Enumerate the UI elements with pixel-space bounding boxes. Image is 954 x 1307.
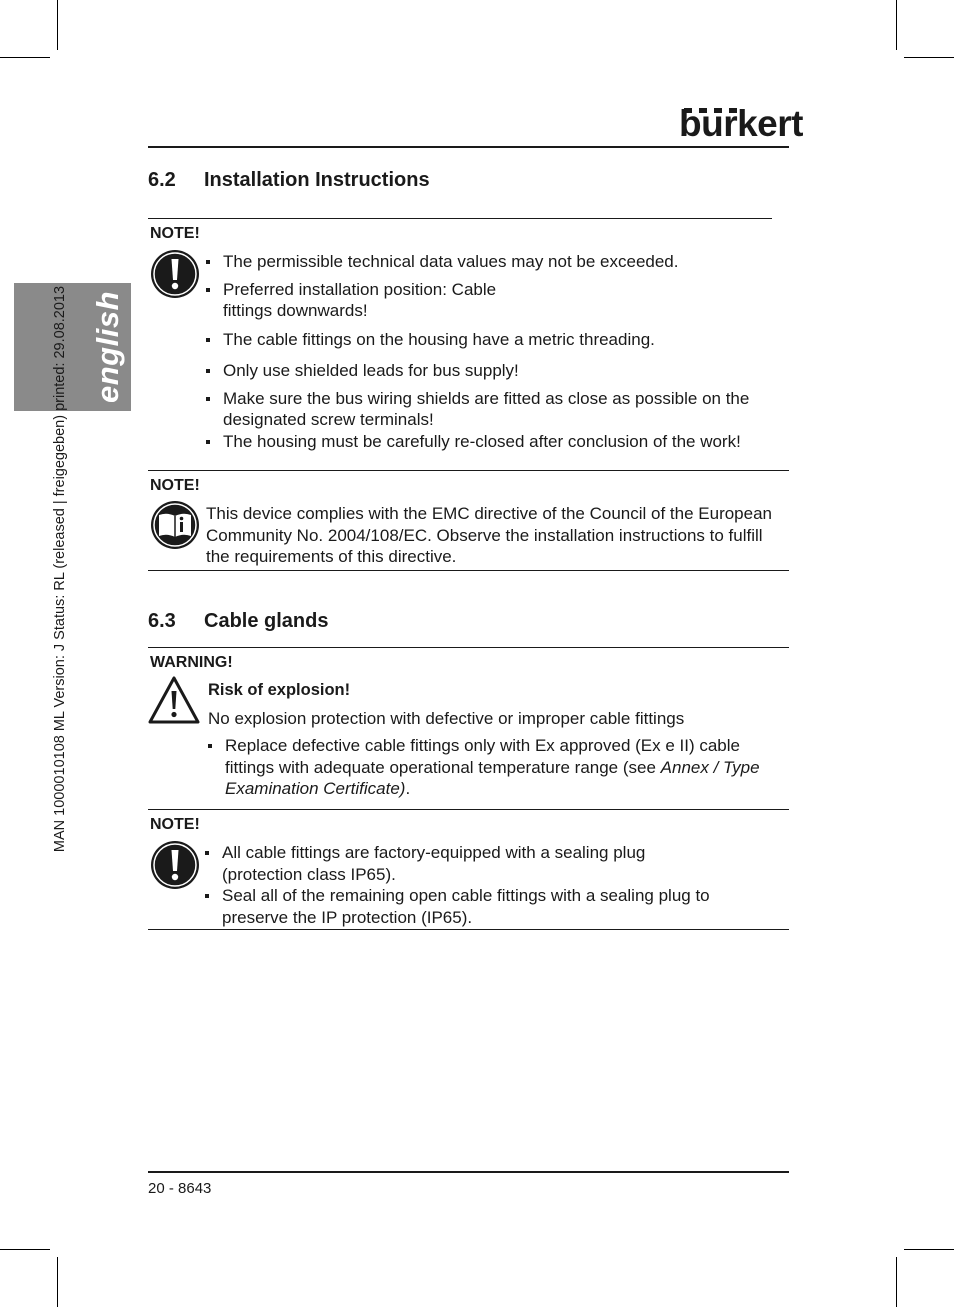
- note-bullet-list: [206, 360, 766, 452]
- list-item: Only use shielded leads for bus supply!: [206, 360, 766, 382]
- language-tab-label: english: [90, 290, 125, 404]
- list-item: The permissible technical data values may not be exceeded.: [206, 251, 706, 273]
- section-number: 6.2: [148, 169, 176, 191]
- divider: [148, 809, 789, 810]
- warning-text: No explosion protection with defective or improper cable fittings: [208, 709, 685, 728]
- section-heading-6-2: [148, 169, 430, 192]
- list-item: Preferred installation position: Cable fittings downwards!: [206, 279, 503, 322]
- section-title: Cable glands: [204, 610, 329, 632]
- page-number: 20 - 8643: [148, 1180, 212, 1197]
- crop-mark: [57, 1257, 58, 1307]
- divider: [148, 929, 789, 930]
- brand-logo: burkert: [679, 103, 803, 144]
- warning-headline: Risk of explosion!: [208, 681, 351, 699]
- note-bullet-list: [206, 251, 706, 350]
- crop-mark: [0, 1249, 50, 1250]
- list-item: Make sure the bus wiring shields are fitted as close as possible on the designated screw terminals!: [206, 388, 766, 431]
- info-book-icon: [150, 500, 200, 555]
- exclamation-icon: [150, 249, 200, 304]
- crop-mark: [904, 1249, 954, 1250]
- divider: [148, 570, 789, 571]
- section-number: 6.3: [148, 610, 176, 632]
- footer-rule: [148, 1171, 789, 1173]
- warning-label: WARNING!: [150, 654, 233, 671]
- list-item: [208, 735, 773, 800]
- note-label: NOTE!: [150, 816, 200, 833]
- crop-mark: [57, 0, 58, 50]
- divider: [148, 647, 789, 648]
- header-rule: [148, 146, 789, 148]
- section-heading-6-3: [148, 610, 328, 633]
- section-title: Installation Instructions: [204, 169, 430, 191]
- list-item: The cable fittings on the housing have a metric threading.: [206, 329, 706, 351]
- exclamation-icon: [150, 840, 200, 895]
- list-item: The housing must be carefully re-closed after conclusion of the work!: [206, 431, 766, 453]
- warning-bullet-list: [208, 735, 773, 800]
- crop-mark: [0, 57, 50, 58]
- divider: [148, 218, 772, 219]
- crop-mark: [896, 1257, 897, 1307]
- warning-item-end: .: [405, 779, 411, 798]
- warning-item-reference: Annex / Type Examination Certificate): [225, 757, 760, 798]
- crop-mark: [896, 0, 897, 50]
- divider: [148, 470, 789, 471]
- note-label: NOTE!: [150, 225, 200, 242]
- crop-mark: [904, 57, 954, 58]
- warning-triangle-icon: [148, 675, 200, 730]
- warning-item-text: Replace defective cable fittings only with Ex approved (Ex e II) cable fittings with adequate operational temperature range (see: [225, 736, 740, 777]
- list-item: Seal all of the remaining open cable fittings with a sealing plug to preserve the IP protection (IP65).: [205, 885, 765, 928]
- note-label: NOTE!: [150, 477, 200, 494]
- note-text: This device complies with the EMC directive of the Council of the European Community No. 2004/108/EC. Observe the installation instructions to fulfill the requirements of this directive.: [206, 504, 772, 566]
- note-bullet-list: [205, 842, 765, 928]
- document-meta: MAN 1000010108 ML Version: J Status: RL (released | freigegeben) printed: 29.08.2013: [52, 285, 68, 853]
- list-item: All cable fittings are factory-equipped with a sealing plug (protection class IP65).: [205, 842, 672, 885]
